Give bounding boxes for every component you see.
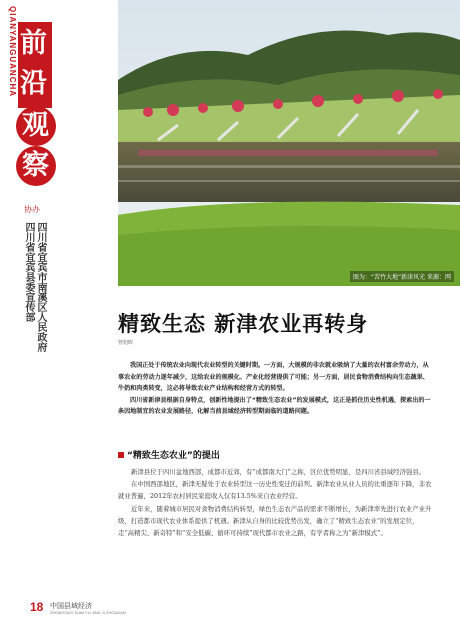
article-body <box>118 466 432 539</box>
column-sidebar <box>0 0 48 628</box>
landscape-photo <box>118 0 460 286</box>
column-char-1: 前 <box>20 28 47 59</box>
body-paragraph-1: 新津县位于四川盆地西部，成都市近郊，有“成都南大门”之称，区位优势明显，是四川省县域经济强县。 <box>131 468 426 476</box>
abstract-paragraph-2: 四川省新津县根据自身特点，创新性地提出了“精致生态农业”的发展模式，这正是抓住历史性机遇，探索出的一条因地制宜的农业发展路径，化解当前县域经济转型期面临的道路问题。 <box>118 396 431 416</box>
article-author: 曾旭晖 <box>118 340 134 346</box>
article-abstract <box>118 360 432 418</box>
organization-2: 四川省宜宾县委宣传部 <box>23 222 34 322</box>
column-char-4: 察 <box>22 150 49 181</box>
section-marker <box>118 452 124 458</box>
column-char-3: 观 <box>22 110 49 141</box>
section-heading <box>118 448 220 461</box>
column-char-2: 沿 <box>20 68 47 99</box>
organization-1: 四川省宜宾市南溪区人民政府 <box>35 222 46 352</box>
body-paragraph-2: 在中国西部地区，新津无疑处于农业转型这一历史性变迁的前列。新津农业从业人员的比重逐年下降，非农就业普遍，2012年农村居民家庭收入仅有13.5%来自农业经营。 <box>118 480 432 501</box>
abstract-paragraph-1: 我国正处于传统农业向现代农业转型的关键时期。一方面，大规模的非农就业吸纳了大量的农村富余劳动力，从事农业的劳动力逐年减少，这给农业的规模化、产业化经营提供了可能；另一方面，居民食物消费结构向生态蔬果、牛奶和肉类转变，这必将导致农业产业结构和经营方式的转型。 <box>118 362 429 393</box>
assist-label: 协办 <box>24 205 40 214</box>
landscape-illustration <box>118 0 460 286</box>
body-paragraph-3: 近年来，随着城市居民对食物消费结构转型，绿色生态农产品的需求不断增长，为新津率先进行农业产业升级，打造都市现代农业体系提供了机遇。新津从自身的比较优势出发，确立了“精致生态农业”的发展定位，走“高精尖、新奇特”和“安全低碳、循环可持续”现代都市农业之路，有学者称之为“新津模式”。 <box>118 504 432 538</box>
article-title: 精致生态 新津农业再转身 <box>118 312 369 336</box>
column-pinyin: QIANYANGUANCHA <box>8 6 17 98</box>
photo-caption: 图为：“苦竹大地”新津风光 来源：网 <box>350 271 454 282</box>
organizations <box>22 222 46 362</box>
section-title: “精致生态农业”的提出 <box>127 451 220 461</box>
magazine-pinyin: ZHONGGUO XIAN YU JING JI ZHOUKAN <box>50 610 126 615</box>
magazine-name: 中国县域经济 <box>50 602 92 610</box>
page-number: 18 <box>30 600 44 614</box>
